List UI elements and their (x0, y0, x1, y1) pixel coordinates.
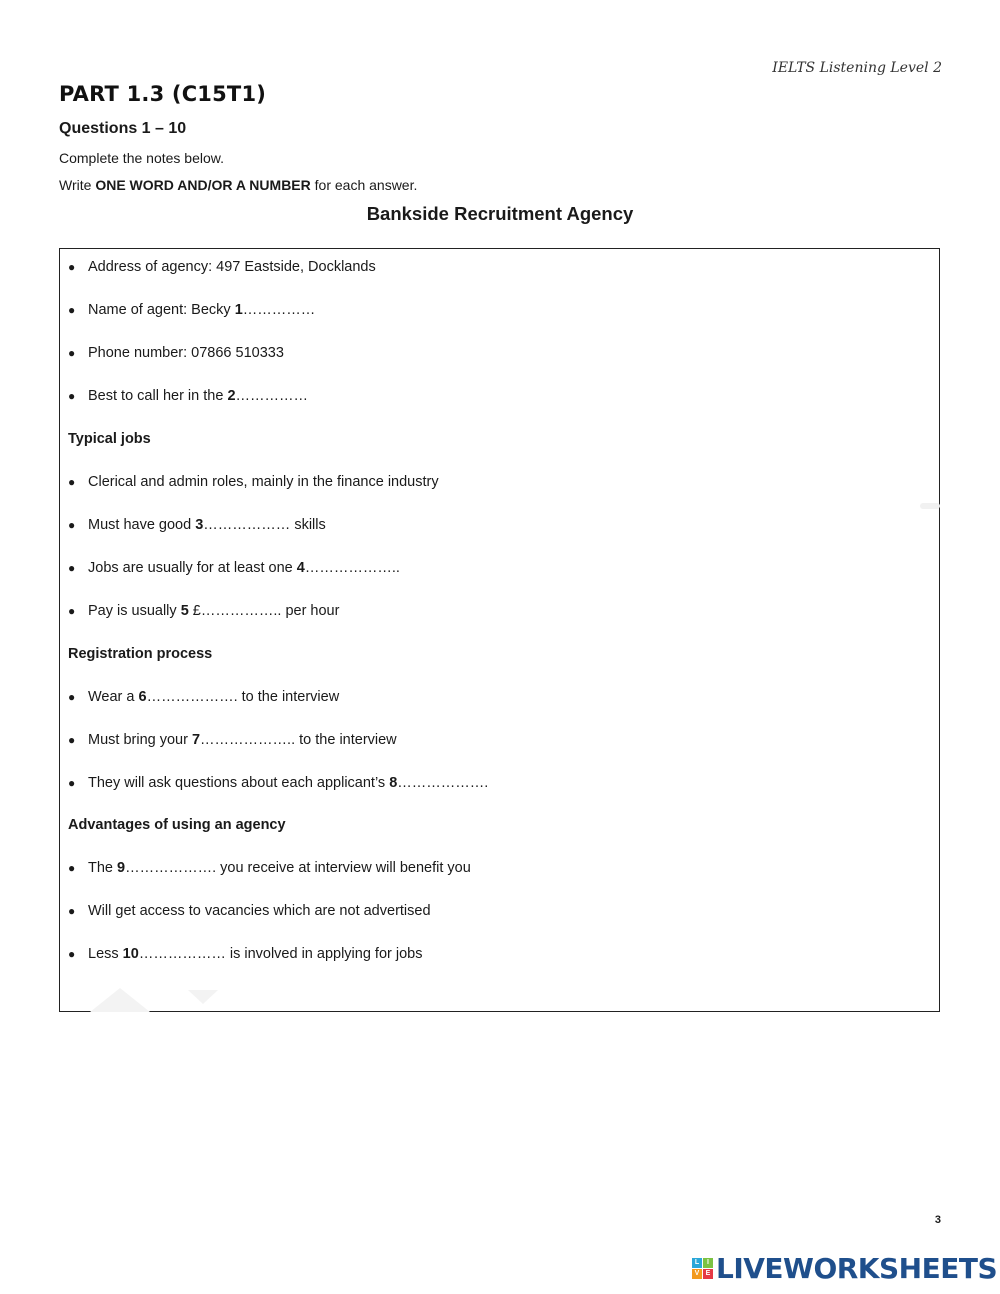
logo-letter: I (703, 1258, 713, 1268)
logo-letter: E (703, 1269, 713, 1279)
page-number: 3 (934, 1214, 941, 1226)
instruction-complete: Complete the notes below. (59, 150, 224, 166)
list-item (68, 946, 422, 962)
row-text: Will get access to vacancies which are not advertised (88, 903, 431, 919)
logo-letter: L (692, 1258, 702, 1268)
list-item (68, 732, 397, 748)
bullet-icon: ● (68, 561, 76, 575)
liveworksheets-logo[interactable] (692, 1252, 997, 1285)
bullet-icon: ● (68, 904, 76, 918)
section-registration-process: Registration process (68, 646, 213, 662)
list-item (68, 474, 439, 490)
answer-blank[interactable]: ……………… skills (203, 517, 326, 533)
row-text: Name of agent: Becky (88, 302, 235, 318)
row-text: Clerical and admin roles, mainly in the finance industry (88, 474, 439, 490)
instruction-write (59, 177, 417, 193)
list-item (68, 517, 326, 533)
bullet-icon: ● (68, 776, 76, 790)
bullet-icon: ● (68, 303, 76, 317)
list-item (68, 603, 339, 619)
question-number: 1 (234, 302, 243, 318)
row-text: Phone number: 07866 510333 (88, 345, 284, 361)
answer-blank[interactable]: ……………….. (304, 560, 400, 576)
question-number: 7 (191, 732, 201, 748)
list-item (68, 860, 471, 876)
notes-box (59, 248, 940, 1012)
answer-blank[interactable]: £…………….. per hour (188, 603, 340, 619)
list-item (68, 388, 308, 404)
list-item (68, 259, 376, 275)
row-text: Less (88, 946, 123, 962)
list-item (68, 302, 315, 318)
bullet-icon: ● (68, 690, 76, 704)
bullet-icon: ● (68, 861, 76, 875)
question-number: 6 (138, 689, 147, 705)
notes-title: Bankside Recruitment Agency (366, 203, 634, 224)
row-text: Wear a (88, 689, 139, 705)
list-item (68, 345, 284, 361)
instruction-write-bold: ONE WORD AND/OR A NUMBER (95, 177, 311, 193)
answer-blank[interactable]: …………… (235, 388, 309, 404)
bullet-icon: ● (68, 389, 76, 403)
row-text: Pay is usually (88, 603, 181, 619)
row-text: Address of agency: 497 Eastside, Docklands (88, 259, 376, 275)
row-text: Best to call her in the (88, 388, 228, 404)
list-item (68, 775, 488, 791)
logo-letter: V (692, 1269, 702, 1279)
section-advantages: Advantages of using an agency (68, 817, 286, 833)
row-text: Must bring your (88, 732, 192, 748)
answer-blank[interactable]: ………………. to the interview (146, 689, 340, 705)
watermark-shape (188, 990, 218, 1004)
bullet-icon: ● (68, 518, 76, 532)
instruction-write-pre: Write (59, 177, 96, 193)
row-text: Must have good (88, 517, 196, 533)
question-number: 10 (122, 946, 139, 962)
bullet-icon: ● (68, 346, 76, 360)
page-title: PART 1.3 (C15T1) (59, 82, 267, 106)
question-number: 2 (227, 388, 236, 404)
question-number: 4 (296, 560, 305, 576)
answer-blank[interactable]: …………… (242, 302, 316, 318)
row-text: They will ask questions about each applicant’s (88, 775, 390, 791)
row-text: The (88, 860, 118, 876)
bullet-icon: ● (68, 260, 76, 274)
watermark-shape (90, 988, 150, 1012)
bullet-icon: ● (68, 733, 76, 747)
list-item (68, 903, 431, 919)
list-item (68, 689, 339, 705)
logo-icon (692, 1258, 713, 1279)
answer-blank[interactable]: ……………….. to the interview (200, 732, 397, 748)
questions-heading: Questions 1 – 10 (59, 120, 187, 137)
bullet-icon: ● (68, 604, 76, 618)
question-number: 9 (117, 860, 126, 876)
bullet-icon: ● (68, 475, 76, 489)
question-number: 5 (180, 603, 189, 619)
question-number: 3 (195, 517, 204, 533)
answer-blank[interactable]: ………………. you receive at interview will benefit you (125, 860, 471, 876)
row-text: Jobs are usually for at least one (88, 560, 297, 576)
list-item (68, 560, 400, 576)
question-number: 8 (389, 775, 398, 791)
logo-text: LIVEWORKSHEETS (716, 1252, 998, 1285)
bullet-icon: ● (68, 947, 76, 961)
answer-blank[interactable]: ……………… is involved in applying for jobs (138, 946, 423, 962)
watermark-mark (920, 503, 940, 509)
section-typical-jobs: Typical jobs (68, 431, 151, 447)
header-level-label: IELTS Listening Level 2 (772, 60, 942, 76)
instruction-write-post: for each answer. (310, 177, 418, 193)
answer-blank[interactable]: ………………. (397, 775, 489, 791)
